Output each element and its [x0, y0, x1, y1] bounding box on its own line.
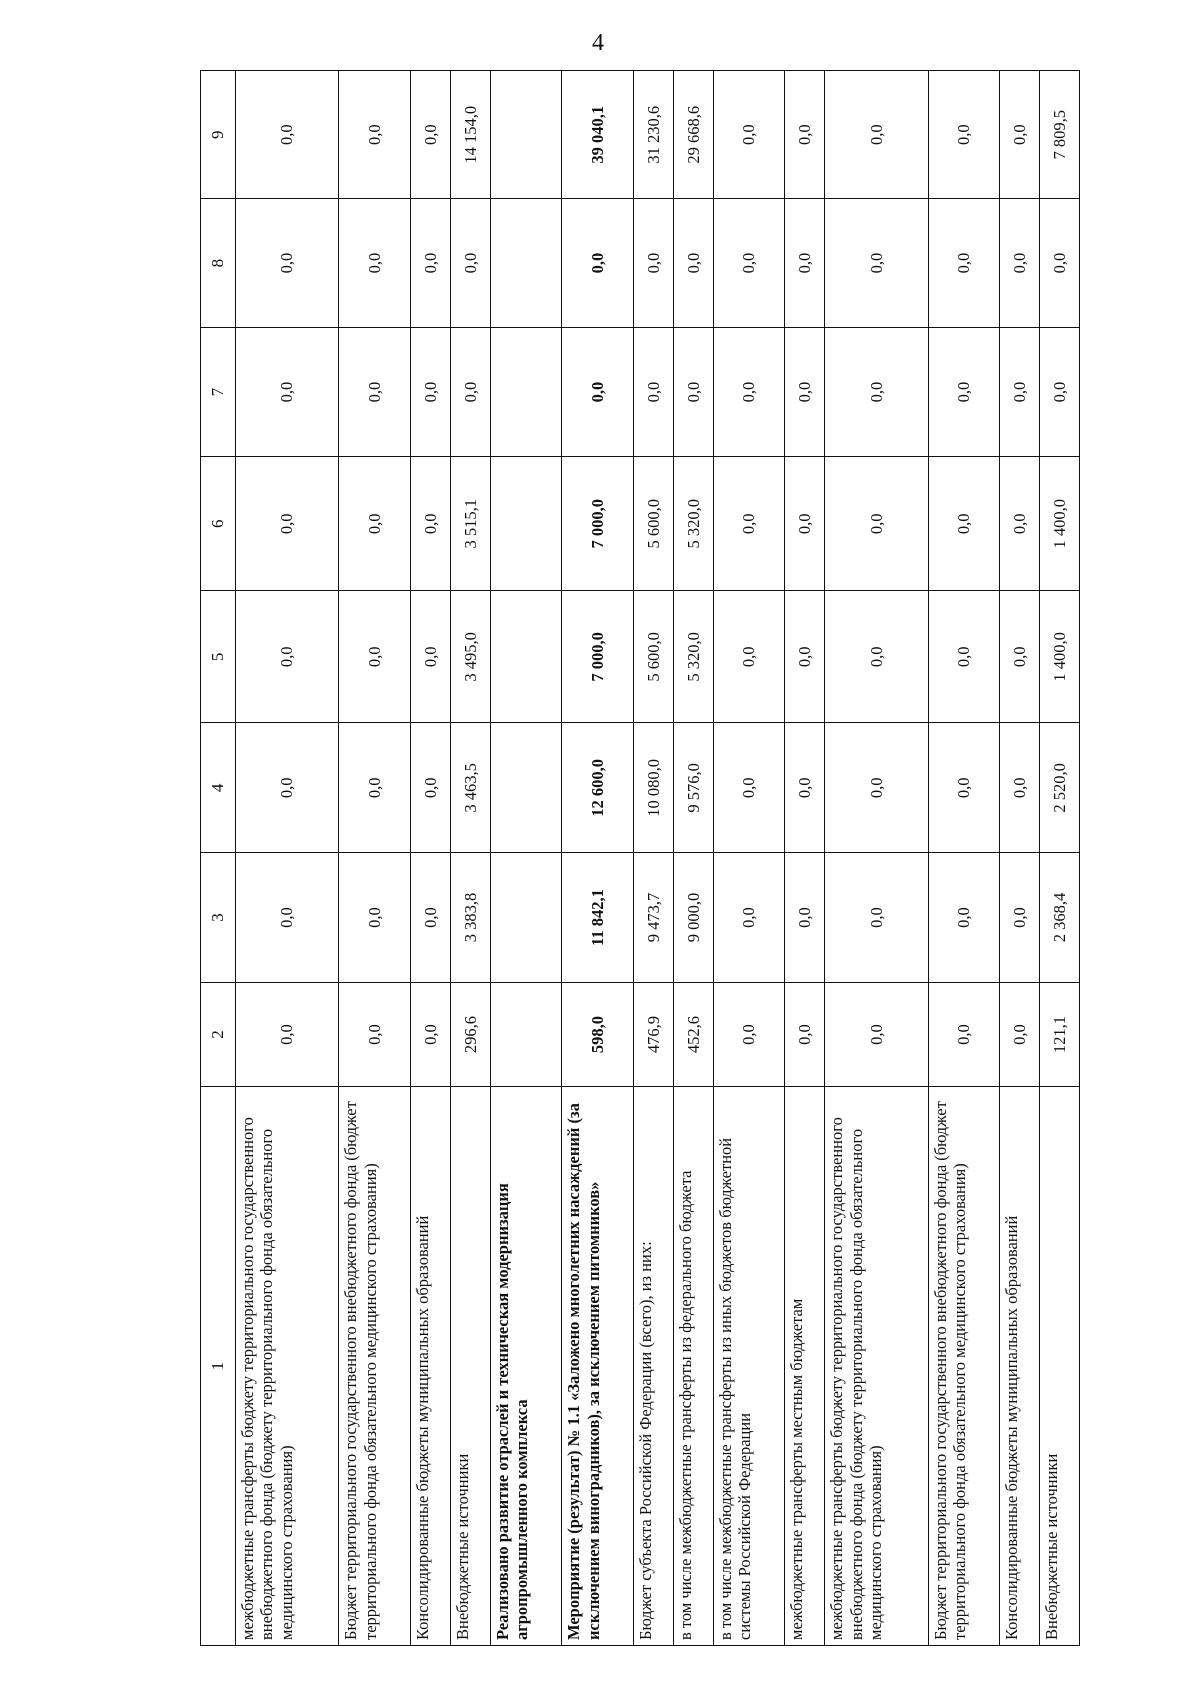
value-cell: 9 000,0	[673, 853, 713, 983]
value-cell: 5 600,0	[633, 591, 673, 723]
value-cell: 0,0	[928, 591, 1000, 723]
column-header: 6	[201, 457, 236, 591]
table-row	[713, 71, 785, 1646]
row-label: Бюджет субъекта Российской Федерации (всего), из них:	[633, 1087, 673, 1646]
value-cell	[490, 723, 562, 853]
value-cell: 0,0	[825, 591, 928, 723]
value-cell: 0,0	[928, 71, 1000, 199]
row-label: Реализовано развитие отраслей и техническая модернизация агропромышленного комплекса	[490, 1087, 562, 1646]
table-row	[450, 71, 490, 1646]
value-cell: 0,0	[410, 71, 450, 199]
budget-table	[200, 70, 1080, 1646]
value-cell: 0,0	[339, 199, 411, 327]
value-cell: 0,0	[450, 327, 490, 457]
value-cell: 11 842,1	[562, 853, 634, 983]
value-cell: 0,0	[713, 723, 785, 853]
value-cell: 0,0	[236, 71, 339, 199]
value-cell: 0,0	[928, 457, 1000, 591]
value-cell: 0,0	[633, 199, 673, 327]
column-header: 2	[201, 982, 236, 1086]
value-cell: 0,0	[410, 457, 450, 591]
value-cell: 0,0	[1000, 327, 1040, 457]
value-cell: 0,0	[825, 199, 928, 327]
value-cell	[490, 71, 562, 199]
table-row	[785, 71, 825, 1646]
value-cell: 0,0	[410, 591, 450, 723]
value-cell: 0,0	[1000, 457, 1040, 591]
value-cell: 0,0	[1000, 982, 1040, 1086]
table-row	[236, 71, 339, 1646]
value-cell: 0,0	[236, 982, 339, 1086]
value-cell: 0,0	[673, 199, 713, 327]
row-label: Внебюджетные источники	[450, 1087, 490, 1646]
value-cell: 0,0	[236, 457, 339, 591]
table-row	[410, 71, 450, 1646]
value-cell: 0,0	[450, 199, 490, 327]
value-cell: 0,0	[339, 591, 411, 723]
rotated-table-container	[200, 70, 1080, 1646]
header-row	[201, 71, 236, 1646]
table-row	[825, 71, 928, 1646]
row-label: Бюджет территориального государственного внебюджетного фонда (бюджет территориального фонда обязательного медицинского страхования)	[339, 1087, 411, 1646]
value-cell: 0,0	[339, 723, 411, 853]
value-cell: 476,9	[633, 982, 673, 1086]
value-cell: 0,0	[410, 327, 450, 457]
value-cell: 0,0	[785, 457, 825, 591]
value-cell	[490, 457, 562, 591]
table-row	[1039, 71, 1079, 1646]
value-cell: 0,0	[785, 853, 825, 983]
value-cell: 0,0	[785, 723, 825, 853]
value-cell: 0,0	[825, 723, 928, 853]
value-cell: 0,0	[928, 723, 1000, 853]
value-cell: 0,0	[339, 982, 411, 1086]
value-cell: 3 515,1	[450, 457, 490, 591]
value-cell: 0,0	[410, 723, 450, 853]
value-cell	[490, 982, 562, 1086]
value-cell: 0,0	[825, 327, 928, 457]
value-cell: 0,0	[785, 327, 825, 457]
value-cell: 0,0	[236, 853, 339, 983]
value-cell: 14 154,0	[450, 71, 490, 199]
value-cell: 0,0	[1000, 853, 1040, 983]
value-cell: 9 473,7	[633, 853, 673, 983]
table-body	[236, 71, 1080, 1646]
table-row	[339, 71, 411, 1646]
value-cell: 3 383,8	[450, 853, 490, 983]
value-cell: 5 600,0	[633, 457, 673, 591]
value-cell: 7 000,0	[562, 591, 634, 723]
value-cell: 0,0	[713, 982, 785, 1086]
value-cell: 0,0	[339, 853, 411, 983]
value-cell	[490, 327, 562, 457]
value-cell: 0,0	[928, 199, 1000, 327]
value-cell: 0,0	[1039, 327, 1079, 457]
value-cell: 0,0	[1000, 723, 1040, 853]
value-cell: 0,0	[785, 199, 825, 327]
row-label: межбюджетные трансферты бюджету территориального государственного внебюджетного фонда (бюджету территориального фонда обязательного медицинского страхования)	[825, 1087, 928, 1646]
value-cell: 7 000,0	[562, 457, 634, 591]
value-cell: 5 320,0	[673, 591, 713, 723]
value-cell: 0,0	[928, 853, 1000, 983]
table-row	[673, 71, 713, 1646]
value-cell: 31 230,6	[633, 71, 673, 199]
table-row	[490, 71, 562, 1646]
column-header: 4	[201, 723, 236, 853]
value-cell: 0,0	[713, 591, 785, 723]
table-row	[928, 71, 1000, 1646]
value-cell: 0,0	[633, 327, 673, 457]
row-label: Бюджет территориального государственного внебюджетного фонда (бюджет территориального фонда обязательного медицинского страхования)	[928, 1087, 1000, 1646]
value-cell: 1 400,0	[1039, 591, 1079, 723]
column-header: 3	[201, 853, 236, 983]
value-cell: 0,0	[785, 591, 825, 723]
row-label: Мероприятие (результат) № 1.1 «Заложено многолетних насаждений (за исключением виноградников), за исключением питомников»	[562, 1087, 634, 1646]
value-cell: 0,0	[825, 982, 928, 1086]
row-label: Консолидированные бюджеты муниципальных образований	[410, 1087, 450, 1646]
value-cell: 296,6	[450, 982, 490, 1086]
value-cell: 0,0	[562, 199, 634, 327]
value-cell	[490, 853, 562, 983]
value-cell: 0,0	[673, 327, 713, 457]
value-cell: 0,0	[825, 853, 928, 983]
page-number: 4	[592, 30, 604, 56]
value-cell: 121,1	[1039, 982, 1079, 1086]
value-cell: 9 576,0	[673, 723, 713, 853]
row-label: в том числе межбюджетные трансферты из федерального бюджета	[673, 1087, 713, 1646]
value-cell: 3 463,5	[450, 723, 490, 853]
column-header: 5	[201, 591, 236, 723]
table-row	[562, 71, 634, 1646]
value-cell: 0,0	[236, 591, 339, 723]
row-label: Консолидированные бюджеты муниципальных образований	[1000, 1087, 1040, 1646]
value-cell: 3 495,0	[450, 591, 490, 723]
value-cell: 0,0	[928, 327, 1000, 457]
table-row	[633, 71, 673, 1646]
value-cell: 0,0	[1000, 199, 1040, 327]
value-cell: 2 520,0	[1039, 723, 1079, 853]
value-cell: 0,0	[713, 457, 785, 591]
value-cell: 452,6	[673, 982, 713, 1086]
value-cell: 12 600,0	[562, 723, 634, 853]
value-cell: 0,0	[713, 327, 785, 457]
value-cell: 0,0	[825, 457, 928, 591]
value-cell: 0,0	[825, 71, 928, 199]
value-cell: 0,0	[410, 982, 450, 1086]
value-cell: 5 320,0	[673, 457, 713, 591]
row-label: межбюджетные трансферты местным бюджетам	[785, 1087, 825, 1646]
value-cell: 0,0	[339, 327, 411, 457]
row-label: межбюджетные трансферты бюджету территориального государственного внебюджетного фонда (бюджету территориального фонда обязательного медицинского страхования)	[236, 1087, 339, 1646]
row-label: в том числе межбюджетные трансферты из иных бюджетов бюджетной системы Российской Федерации	[713, 1087, 785, 1646]
value-cell: 598,0	[562, 982, 634, 1086]
column-header: 1	[201, 1087, 236, 1646]
value-cell: 10 080,0	[633, 723, 673, 853]
value-cell: 0,0	[410, 199, 450, 327]
value-cell: 0,0	[1000, 591, 1040, 723]
value-cell: 0,0	[928, 982, 1000, 1086]
value-cell: 0,0	[1000, 71, 1040, 199]
value-cell: 0,0	[713, 199, 785, 327]
value-cell: 7 809,5	[1039, 71, 1079, 199]
value-cell: 0,0	[713, 853, 785, 983]
value-cell: 0,0	[236, 723, 339, 853]
table-row	[1000, 71, 1040, 1646]
value-cell: 39 040,1	[562, 71, 634, 199]
value-cell: 29 668,6	[673, 71, 713, 199]
value-cell: 2 368,4	[1039, 853, 1079, 983]
value-cell: 0,0	[236, 327, 339, 457]
value-cell: 0,0	[562, 327, 634, 457]
value-cell: 0,0	[339, 457, 411, 591]
value-cell: 0,0	[236, 199, 339, 327]
row-label: Внебюджетные источники	[1039, 1087, 1079, 1646]
value-cell: 0,0	[1039, 199, 1079, 327]
value-cell: 0,0	[339, 71, 411, 199]
column-header: 9	[201, 71, 236, 199]
value-cell: 0,0	[713, 71, 785, 199]
value-cell	[490, 199, 562, 327]
value-cell: 0,0	[785, 982, 825, 1086]
value-cell: 0,0	[785, 71, 825, 199]
value-cell: 1 400,0	[1039, 457, 1079, 591]
column-header: 7	[201, 327, 236, 457]
column-header: 8	[201, 199, 236, 327]
value-cell	[490, 591, 562, 723]
value-cell: 0,0	[410, 853, 450, 983]
